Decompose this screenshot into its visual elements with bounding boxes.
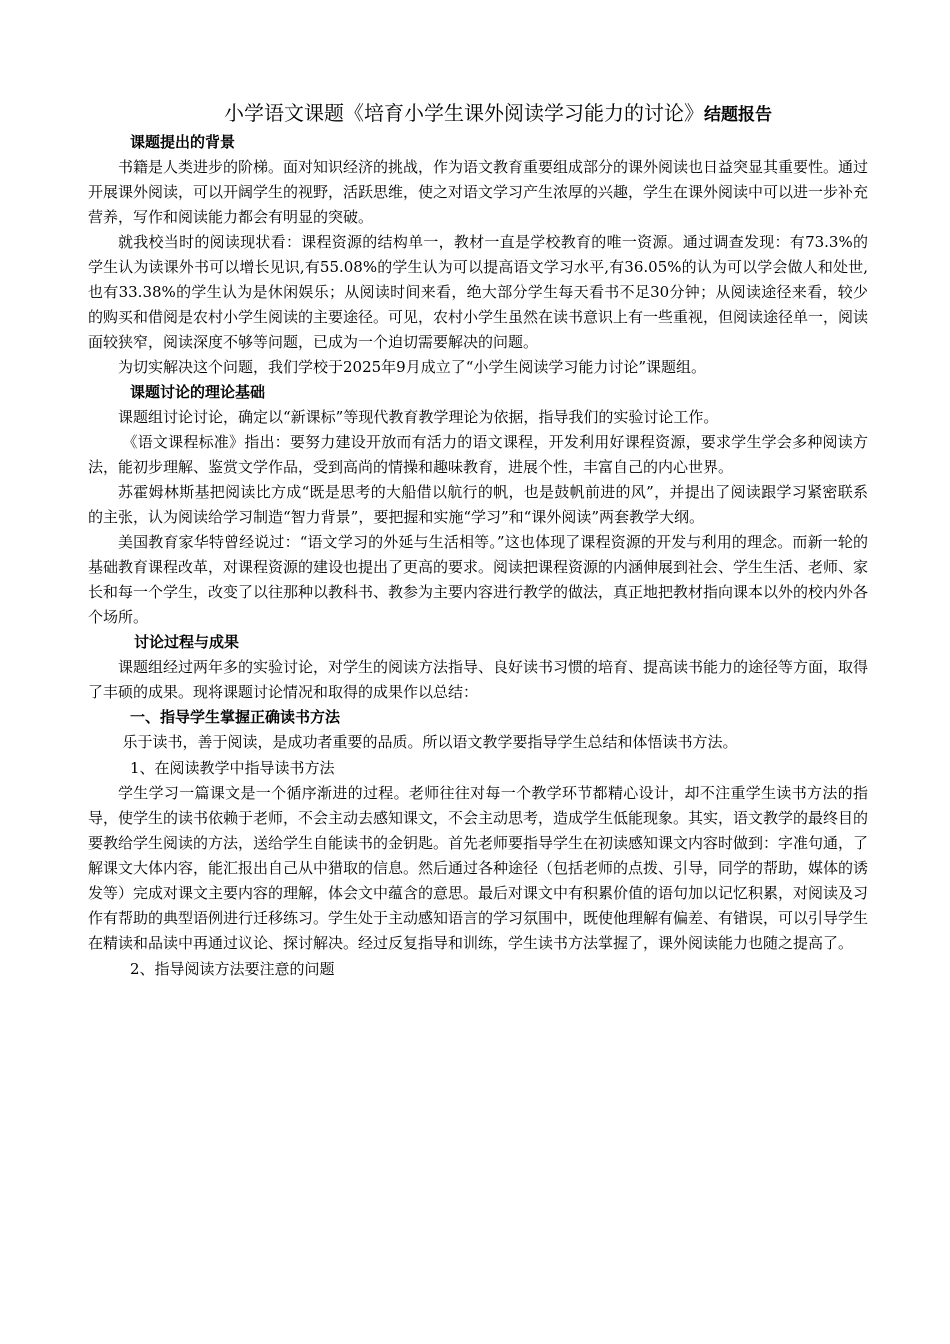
background-paragraph-1: 书籍是人类进步的阶梯。面对知识经济的挑战，作为语文教育重要组成部分的课外阅读也日益突显其重要性。通过开展课外阅读，可以开阔学生的视野，活跃思维，使之对语文学习产生浓厚的兴趣，学生在课外阅读中可以进一步补充营养，写作和阅读能力都会有明显的突破。: [88, 158, 869, 226]
background-heading: 课题提出的背景: [130, 133, 236, 151]
part1-heading: 一、指导学生掌握正确读书方法: [130, 708, 341, 726]
document-title: [128, 98, 868, 130]
item1-heading: 1、在阅读教学中指导读书方法: [130, 759, 335, 777]
title-main: 小学语文课题《培育小学生课外阅读学习能力的讨论》: [224, 101, 704, 125]
theory-paragraph-1: 课题组讨论讨论，确定以“新课标”等现代教育教学理论为依据，指导我们的实验讨论工作。: [118, 408, 719, 426]
process-heading: 讨论过程与成果: [134, 633, 240, 651]
title-suffix: 结题报告: [704, 105, 772, 125]
document-page: [88, 98, 868, 982]
background-paragraph-2: 就我校当时的阅读现状看：课程资源的结构单一，教材一直是学校教育的唯一资源。通过调查发现：有73.3%的学生认为读课外书可以增长见识,有55.08%的学生认为可以提高语文学习水平,有36.05%的认为可以学会做人和处世,也有33.38%的学生认为是休闲娱乐；从阅读时间来看，绝大部分学生每天看书不足30分钟；从阅读途径来看，较少的购买和借阅是农村小学生阅读的主要途径。可见，农村小学生虽然在读书意识上有一些重视，但阅读途径单一，阅读面较狭窄，阅读深度不够等问题，已成为一个迫切需要解决的问题。: [88, 233, 869, 351]
theory-heading: 课题讨论的理论基础: [130, 383, 266, 401]
theory-paragraph-4: 美国教育家华特曾经说过：“语文学习的外延与生活相等。”这也体现了课程资源的开发与利用的理念。而新一轮的基础教育课程改革，对课程资源的建设也提出了更高的要求。阅读把课程资源的内涵伸展到社会、学生生活、老师、家长和每一个学生，改变了以往那种以教科书、教参为主要内容进行教学的做法，真正地把教材指向课本以外的校内外各个场所。: [88, 533, 869, 626]
process-paragraph-1: 课题组经过两年多的实验讨论，对学生的阅读方法指导、良好读书习惯的培育、提高读书能力的途径等方面，取得了丰硕的成果。现将课题讨论情况和取得的成果作以总结：: [88, 658, 869, 701]
item1-paragraph-1: 学生学习一篇课文是一个循序渐进的过程。老师往往对每一个教学环节都精心设计，却不注重学生读书方法的指导，使学生的读书依赖于老师，不会主动去感知课文，不会主动思考，造成学生低能现象。其实，语文教学的最终目的要教给学生阅读的方法，送给学生自能读书的金钥匙。首先老师要指导学生在初读感知课文内容时做到：字准句通，了解课文大体内容，能汇报出自己从中猎取的信息。然后通过各种途径（包括老师的点拨、引导，同学的帮助，媒体的诱发等）完成对课文主要内容的理解，体会文中蕴含的意思。最后对课文中有积累价值的语句加以记忆积累，对阅读及习作有帮助的典型语例进行迁移练习。学生处于主动感知语言的学习氛围中，既使他理解有偏差、有错误，可以引导学生在精读和品读中再通过议论、探讨解决。经过反复指导和训练，学生读书方法掌握了，课外阅读能力也随之提高了。: [88, 784, 869, 952]
theory-paragraph-3: 苏霍姆林斯基把阅读比方成“既是思考的大船借以航行的帆，也是鼓帆前进的风”，并提出了阅读跟学习紧密联系的主张，认为阅读给学习制造“智力背景”，要把握和实施“学习”和“课外阅读”两套教学大纲。: [88, 483, 868, 526]
background-paragraph-3: 为切实解决这个问题，我们学校于2025年9月成立了“小学生阅读学习能力讨论”课题组。: [118, 358, 707, 376]
item2-heading: 2、指导阅读方法要注意的问题: [130, 960, 335, 978]
theory-paragraph-2: 《语文课程标准》指出：要努力建设开放而有活力的语文课程，开发利用好课程资源，要求学生学会多种阅读方法，能初步理解、鉴赏文学作品，受到高尚的情操和趣味教育，进展个性，丰富自己的内心世界。: [88, 433, 868, 476]
part1-paragraph-1: 乐于读书，善于阅读，是成功者重要的品质。所以语文教学要指导学生总结和体悟读书方法。: [122, 733, 738, 751]
